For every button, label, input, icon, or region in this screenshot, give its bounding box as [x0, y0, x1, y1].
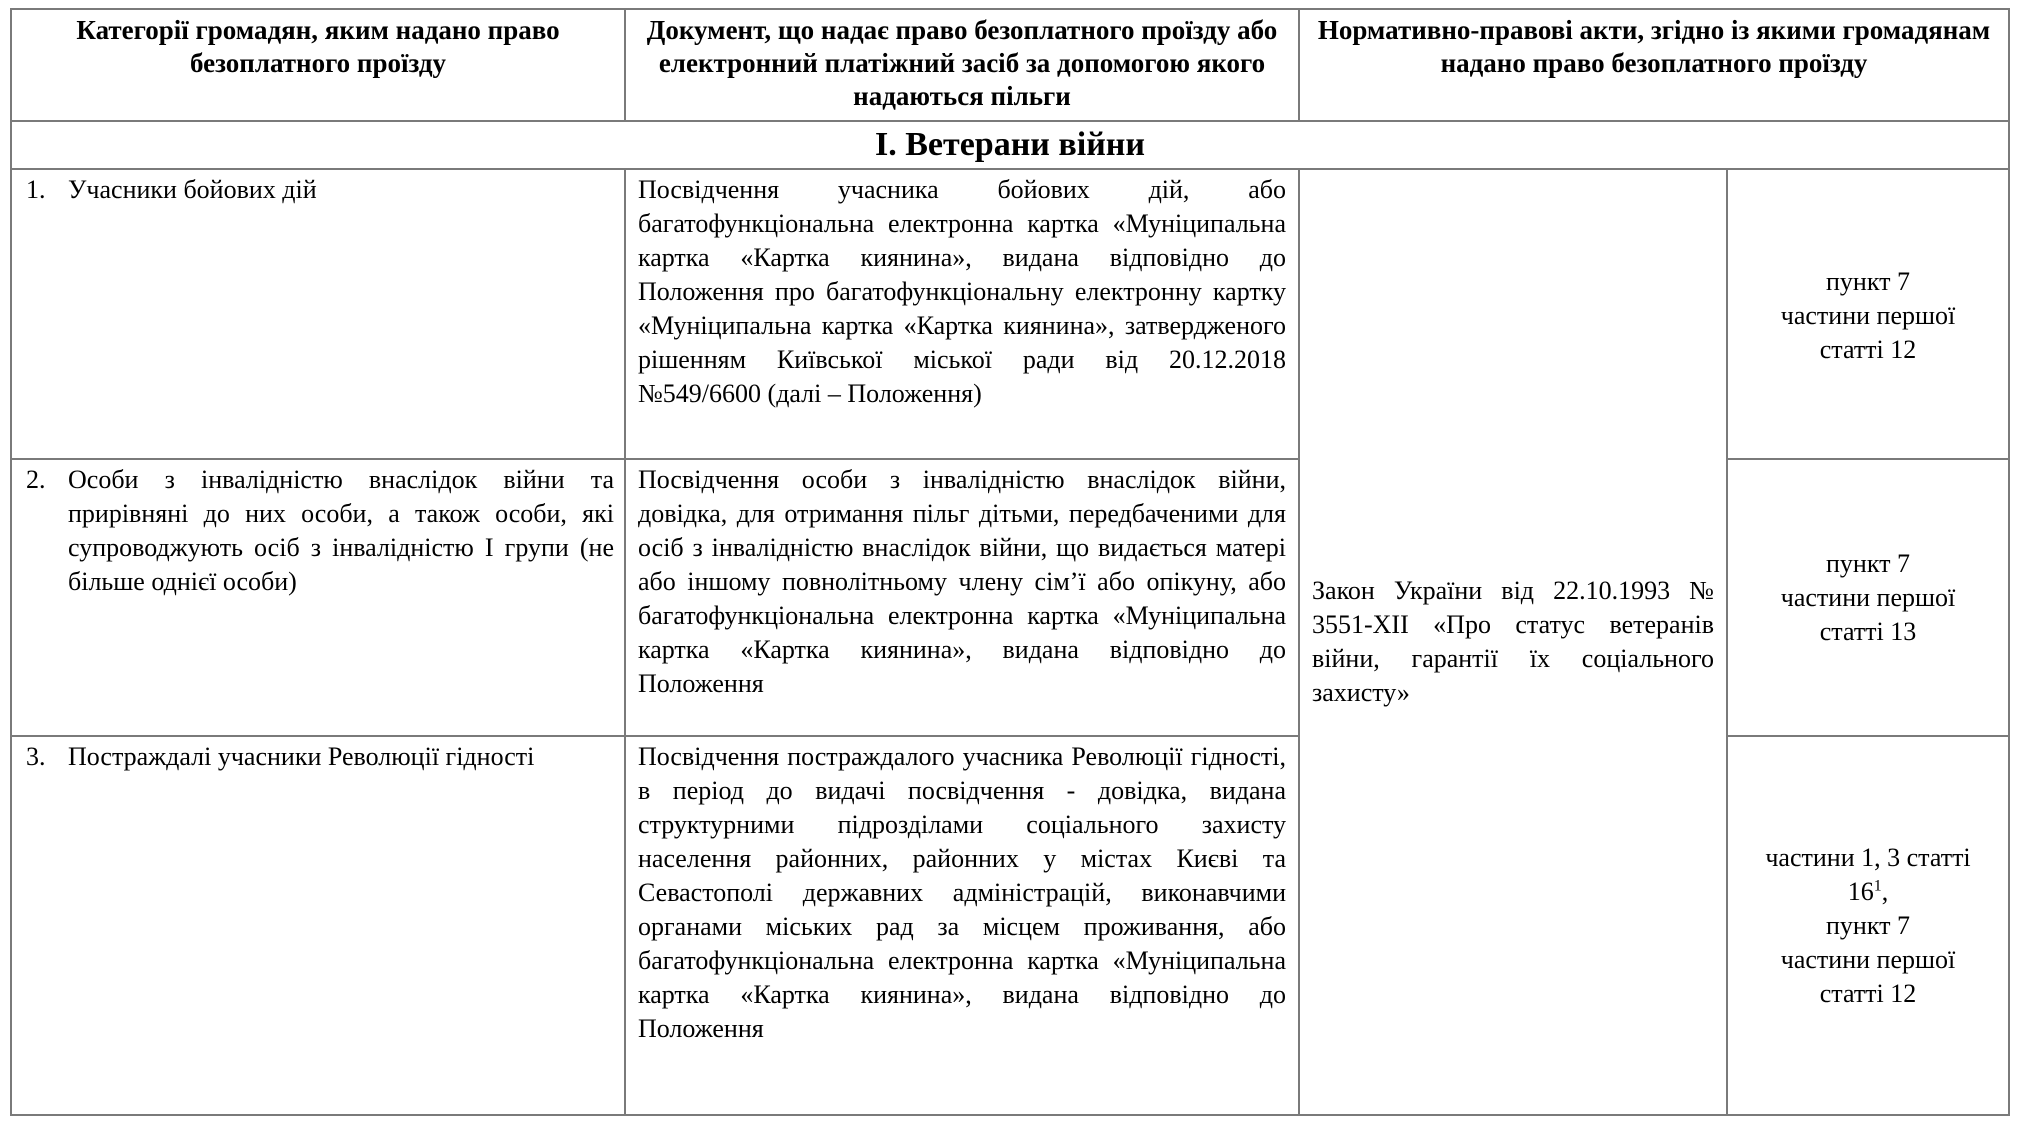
article-cell [1727, 459, 2009, 736]
category-cell [11, 459, 625, 736]
article-line: пункт 7 [1826, 267, 1910, 296]
benefits-table [10, 8, 2010, 1116]
article-line: частини першої [1780, 582, 1956, 612]
header-categories: Категорії громадян, яким надано право безоплатного проїзду [11, 9, 625, 121]
article-line: статті 12 [1819, 978, 1917, 1008]
category-cell [11, 169, 625, 459]
category-text: Постраждалі учасники Революції гідності [68, 742, 535, 771]
article-line: статті 13 [1819, 616, 1917, 646]
table-header-row [11, 9, 2009, 121]
article-line: пункт 7 [1826, 548, 1910, 578]
article-line-superscript [1736, 875, 2000, 909]
category-text: Особи з інвалідністю внаслідок війни та прирівняні до них особи, а також особи, які супроводжують осіб з інвалідністю І групи (не більше однієї особи) [68, 465, 614, 596]
row-number: 2. [26, 465, 46, 494]
article-number: 16 [1847, 876, 1874, 906]
category-cell [11, 736, 625, 1115]
article-line: частини першої [1780, 944, 1956, 974]
header-document: Документ, що надає право безоплатного проїзду або електронний платіжний засіб за допомогою якого надаються пільги [625, 9, 1299, 121]
article-line: пункт 7 [1826, 910, 1910, 940]
section-row [11, 121, 2009, 169]
article-line: частини першої [1780, 301, 1956, 330]
document-cell: Посвідчення особи з інвалідністю внаслідок війни, довідка, для отримання пільг дітьми, передбаченими для осіб з інвалідністю внаслідок війни, що видається матері або іншому повнолітньому члену сім’ї або опікуну, або багатофункціональна електронна картка «Муніципальна картка «Картка киянина», видана відповідно до Положення [625, 459, 1299, 736]
row-number: 1. [26, 175, 46, 204]
document-cell: Посвідчення постраждалого учасника Революції гідності, в період до видачі посвідчення - довідка, видана структурними підрозділами соціального захисту населення районних, районних у містах Києві та Севастополі державних адміністрацій, виконавчими органами міських рад за місцем проживання, або багатофункціональна електронна картка «Муніципальна картка «Картка киянина», видана відповідно до Положення [625, 736, 1299, 1115]
section-title: І. Ветерани війни [11, 121, 2009, 169]
header-legal-acts: Нормативно-правові акти, згідно із якими громадянам надано право безоплатного проїзду [1299, 9, 2009, 121]
article-line: частини 1, 3 статті [1765, 842, 1971, 872]
document-cell: Посвідчення учасника бойових дій, або багатофункціональна електронна картка «Муніципальна картка «Картка киянина», видана відповідно до Положення про багатофункціональну електронну картку «Муніципальна картка «Картка киянина», затвердженого рішенням Київської міської ради від 20.12.2018 №549/6600 (далі – Положення) [625, 169, 1299, 459]
category-text: Учасники бойових дій [68, 175, 317, 204]
article-line: статті 12 [1819, 335, 1917, 364]
article-superscript: 1 [1873, 876, 1882, 894]
row-number: 3. [26, 742, 46, 771]
article-suffix: , [1881, 876, 1889, 906]
law-cell: Закон України від 22.10.1993 № 3551-ХІІ «Про статус ветеранів війни, гарантії їх соціального захисту» [1299, 169, 1727, 1115]
article-cell [1727, 169, 2009, 459]
article-cell [1727, 736, 2009, 1115]
table-row [11, 169, 2009, 459]
